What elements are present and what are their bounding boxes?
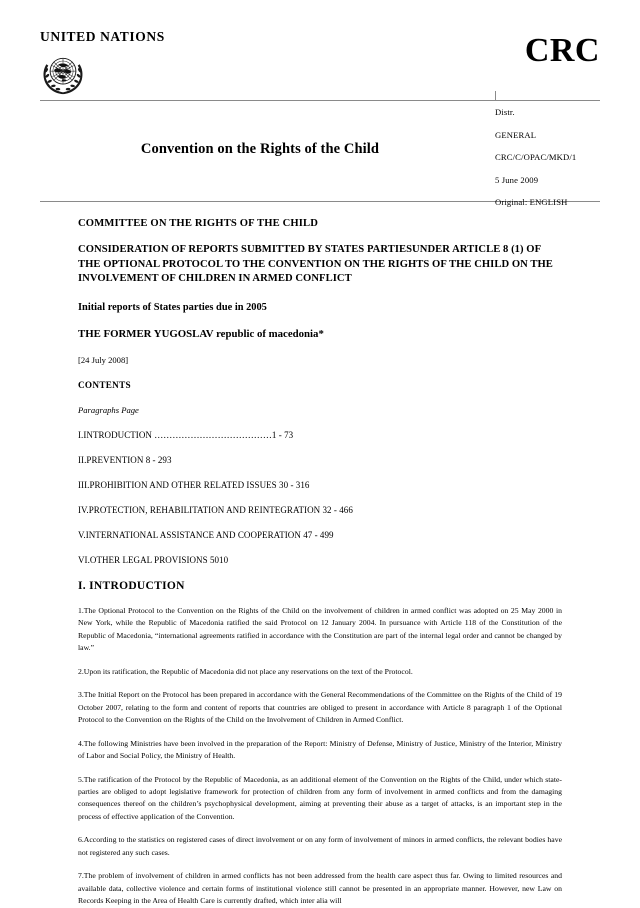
body-paragraph: 4.The following Ministries have been involved in the preparation of the Report: Ministry of Defense, Ministry of Justice, Ministry of the Interior, Ministry of Labor and Social Policy, the Ministry of Health. [78, 738, 562, 761]
body-paragraph: 7.The problem of involvement of children in armed conflicts has not been addressed from the health care aspect thus far. Owing to limited resources and available data, collective violence and certain forms of institutional violence still cannot be presented in an appropriate manner. However, new Law on Records Keeping in the Area of Health Care is currently drafted, which inter alia will [78, 871, 562, 906]
heading-country: THE FORMER YUGOSLAV republic of macedonia* [78, 327, 324, 340]
heading-committee: COMMITTEE ON THE RIGHTS OF THE CHILD [78, 218, 319, 229]
body-paragraph: 6.According to the statistics on registered cases of direct involvement or on any form of involvement of minors in armed conflicts, the relevant bodies have not registered any such cases. [78, 835, 562, 857]
toc-entry[interactable]: IV.PROTECTION, REHABILITATION AND REINTEGRATION 32 - 466 [78, 504, 353, 515]
heading-initial-reports: Initial reports of States parties due in 2005 [78, 301, 267, 313]
organization-name: UNITED NATIONS [40, 29, 165, 44]
contents-column-headers: Paragraphs Page [78, 404, 139, 415]
toc-entry[interactable]: I.INTRODUCTION …………………………………1 - 73 [78, 429, 294, 440]
document-date: 5 June 2009 [495, 174, 539, 185]
toc-entry[interactable]: III.PROHIBITION AND OTHER RELATED ISSUES 30 - 316 [78, 479, 310, 490]
distribution-block [495, 101, 600, 221]
original-language: Original: ENGLISH [495, 197, 568, 208]
distr-type: GENERAL [495, 129, 537, 140]
distr-label: Distr. [495, 107, 515, 117]
masthead [40, 28, 600, 100]
header-rule-divider [495, 91, 496, 101]
committee-code: CRC [524, 32, 600, 69]
body-paragraph: 2.Upon its ratification, the Republic of Macedonia did not place any reservations on the text of the Protocol. [78, 666, 413, 676]
body-paragraph: 1.The Optional Protocol to the Convention on the Rights of the Child on the involvement of children in armed conflict was adopted on 25 May 2000 in New York, while the Republic of Macedonia ratified the said Protocol on 12 January 2004. In pursuance with Article 118 of the Constitution of the Republic of Macedonia, “international agreements ratified in accordance with the Constitution are part of the internal legal order and cannot be changed by law.” [78, 605, 562, 653]
un-emblem-icon [40, 50, 86, 96]
body-paragraph: 3.The Initial Report on the Protocol has been prepared in accordance with the General Recommendations of the Committee on the Rights of the Child of 19 October 2007, relating to the form and content of reports that countries are obliged to present in accordance with Article 8 paragraph 1 of the Optional Protocol to the Convention on the Rights of the Child on the Involvement of Children in Armed Conflict. [78, 690, 562, 725]
convention-title: Convention on the Rights of the Child [140, 141, 380, 157]
document-symbol: CRC/C/OPAC/MKD/1 [495, 152, 577, 163]
heading-contents: CONTENTS [78, 379, 131, 390]
toc-entry[interactable]: V.INTERNATIONAL ASSISTANCE AND COOPERATION 47 - 499 [78, 529, 334, 540]
title-and-distribution-band [40, 101, 600, 208]
toc-entry[interactable]: II.PREVENTION 8 - 293 [78, 454, 172, 465]
document-body [40, 202, 600, 908]
submission-date: [24 July 2008] [78, 354, 129, 365]
heading-section-introduction: I. INTRODUCTION [78, 579, 185, 592]
body-paragraph: 5.The ratification of the Protocol by the Republic of Macedonia, as an additional element of the Convention on the Rights of the Child, under which state-parties are obliged to adopt legislative framework for protection of children from any form of involvement in armed conflicts and from the damaging consequences thereof on the children’s psychophysical development, aiming at preventing their abuse as a target of attacks, is an important step in the process of effective application of the Convention. [78, 774, 562, 821]
heading-consideration: CONSIDERATION OF REPORTS SUBMITTED BY STATES PARTIESUNDER ARTICLE 8 (1) OF THE OPTIONAL PROTOCOL TO THE CONVENTION ON THE RIGHTS OF THE CHILD ON THE INVOLVEMENT OF CHILDREN IN ARMED CONFLICT [78, 244, 553, 285]
toc-entry[interactable]: VI.OTHER LEGAL PROVISIONS 5010 [78, 554, 229, 565]
